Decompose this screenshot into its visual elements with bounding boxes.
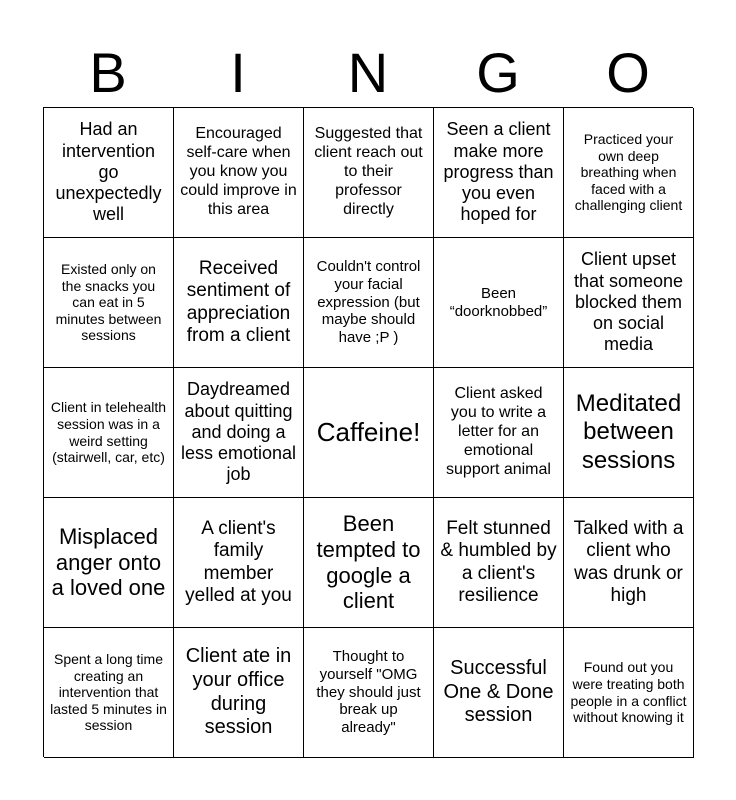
bingo-cell[interactable] [44,368,174,498]
cell-text: Meditated between sessions [575,390,682,474]
bingo-cell[interactable] [174,238,304,368]
bingo-cell[interactable] [564,108,694,238]
bingo-cell[interactable] [44,628,174,758]
cell-text: Encouraged self-care when you know you could improve in this area [180,125,297,218]
cell-text: Existed only on the snacks you can eat in 5 minutes between sessions [55,261,162,344]
bingo-header [43,40,693,106]
bingo-cell[interactable] [174,498,304,628]
cell-text: Caffeine! [316,417,421,448]
bingo-cell[interactable] [434,108,564,238]
bingo-cell[interactable] [434,368,564,498]
cell-text: Felt stunned & humbled by a client's resilience [440,517,557,606]
cell-text: Been tempted to google a client [316,510,421,614]
cell-text: Seen a client make more progress than you even hoped for [443,119,554,225]
bingo-cell-free-space[interactable] [304,368,434,498]
cell-text: Had an intervention go unexpectedly well [55,119,162,225]
bingo-cell[interactable] [44,108,174,238]
bingo-cell[interactable] [44,238,174,368]
cell-text: Misplaced anger onto a loved one [51,523,166,601]
cell-text: A client's family member yelled at you [185,517,292,606]
bingo-cell[interactable] [44,498,174,628]
bingo-cell[interactable] [304,238,434,368]
bingo-cell[interactable] [564,628,694,758]
header-letter-n: N [347,41,389,104]
cell-text: Client upset that someone blocked them on social media [573,249,684,355]
bingo-cell[interactable] [174,628,304,758]
header-letter-b: B [89,41,127,104]
cell-text: Couldn't control your facial expression (but maybe should have ;P ) [316,258,421,347]
bingo-cell[interactable] [434,238,564,368]
cell-text: Suggested that client reach out to their professor directly [314,125,423,218]
cell-text: Client in telehealth session was in a weird setting (stairwell, car, etc) [50,399,167,466]
bingo-cell[interactable] [174,368,304,498]
cell-text: Found out you were treating both people in a conflict without knowing it [570,659,687,726]
bingo-board [43,107,693,757]
cell-text: Client asked you to write a letter for an emotional support animal [446,385,551,478]
bingo-cell[interactable] [564,498,694,628]
cell-text: Spent a long time creating an intervention that lasted 5 minutes in session [50,651,167,734]
cell-text: Daydreamed about quitting and doing a less emotional job [180,379,297,485]
cell-text: Client ate in your office during session [185,645,292,739]
cell-text: Talked with a client who was drunk or high [573,517,684,606]
bingo-cell[interactable] [304,628,434,758]
bingo-cell[interactable] [174,108,304,238]
bingo-cell[interactable] [434,628,564,758]
cell-text: Practiced your own deep breathing when faced with a challenging client [574,131,683,214]
bingo-cell[interactable] [434,498,564,628]
header-letter-i: I [230,41,246,104]
header-letter-g: G [476,41,520,104]
cell-text: Received sentiment of appreciation from a client [186,257,291,346]
bingo-cell[interactable] [304,498,434,628]
cell-text: Thought to yourself "OMG they should just break up already" [316,648,421,737]
cell-text: Been “doorknobbed” [449,284,548,320]
cell-text: Successful One & Done session [443,657,554,727]
bingo-cell[interactable] [564,368,694,498]
bingo-cell[interactable] [564,238,694,368]
header-letter-o: O [606,41,650,104]
bingo-cell[interactable] [304,108,434,238]
